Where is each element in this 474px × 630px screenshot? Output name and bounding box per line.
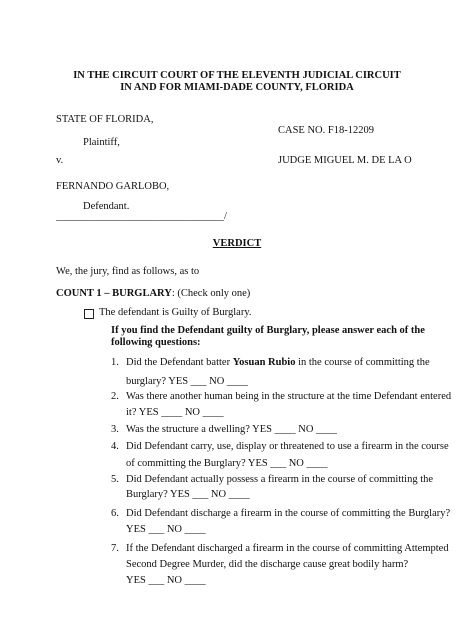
question-4-line1: Did Defendant carry, use, display or threatened to use a firearm in the course <box>126 441 449 452</box>
question-6-line1: Did Defendant discharge a firearm in the course of committing the Burglary? <box>126 508 451 519</box>
case-number: CASE NO. F18-12209 <box>278 125 374 136</box>
victim-name: Yosuan Rubio <box>232 357 296 368</box>
question-number: 1. <box>111 357 119 368</box>
question-number: 3. <box>111 424 119 435</box>
question-7-line2: Second Degree Murder, did the discharge cause great bodily harm? <box>126 559 409 570</box>
question-2-line1: Was there another human being in the structure at the time Defendant entered <box>126 391 452 402</box>
intro-text: We, the jury, find as follows, as to <box>56 266 200 277</box>
plaintiff-name: STATE OF FLORIDA, <box>56 114 154 125</box>
instruction-line2: following questions: <box>111 337 201 348</box>
verdict-title: VERDICT <box>212 238 262 249</box>
judge-name: JUDGE MIGUEL M. DE LA O <box>278 155 412 166</box>
question-5-answer-line[interactable]: Burglary? YES ___ NO ____ <box>126 489 250 500</box>
count-label: COUNT 1 – BURGLARY <box>56 288 172 299</box>
question-text: Did the Defendant batter <box>126 357 233 368</box>
count-heading <box>56 288 250 299</box>
question-number: 6. <box>111 508 119 519</box>
question-text: in the course of committing the <box>295 357 430 368</box>
question-1-line1 <box>126 357 430 368</box>
defendant-role: Defendant. <box>83 201 130 212</box>
caption-signature-line: ________________________________/ <box>56 211 227 222</box>
question-4-answer-line[interactable]: of committing the Burglary? YES ___ NO ____ <box>126 458 328 469</box>
question-number: 2. <box>111 391 119 402</box>
instruction-line1: If you find the Defendant guilty of Burglary, please answer each of the <box>111 325 425 336</box>
question-7-line1: If the Defendant discharged a firearm in the course of committing Attempted <box>126 543 449 554</box>
question-3-line1[interactable]: Was the structure a dwelling? YES ____ NO ____ <box>126 424 338 435</box>
question-1-answer-line[interactable]: burglary? YES ___ NO ____ <box>126 376 248 387</box>
question-number: 7. <box>111 543 119 554</box>
question-6-answer-line[interactable]: YES ___ NO ____ <box>126 524 206 535</box>
guilty-checkbox[interactable] <box>84 309 94 319</box>
question-5-line1: Did Defendant actually possess a firearm in the course of committing the <box>126 474 434 485</box>
question-number: 5. <box>111 474 119 485</box>
question-7-answer-line[interactable]: YES ___ NO ____ <box>126 575 206 586</box>
court-heading-line1: IN THE CIRCUIT COURT OF THE ELEVENTH JUDICIAL CIRCUIT <box>73 70 401 81</box>
count-instruction: : (Check only one) <box>171 288 251 299</box>
plaintiff-role: Plaintiff, <box>83 137 120 148</box>
versus-label: v. <box>56 155 64 166</box>
court-heading-line2: IN AND FOR MIAMI-DADE COUNTY, FLORIDA <box>120 82 354 93</box>
defendant-name: FERNANDO GARLOBO, <box>56 181 170 192</box>
question-number: 4. <box>111 441 119 452</box>
guilty-checkbox-label: The defendant is Guilty of Burglary. <box>99 307 252 318</box>
question-2-answer-line[interactable]: it? YES ____ NO ____ <box>126 407 224 418</box>
